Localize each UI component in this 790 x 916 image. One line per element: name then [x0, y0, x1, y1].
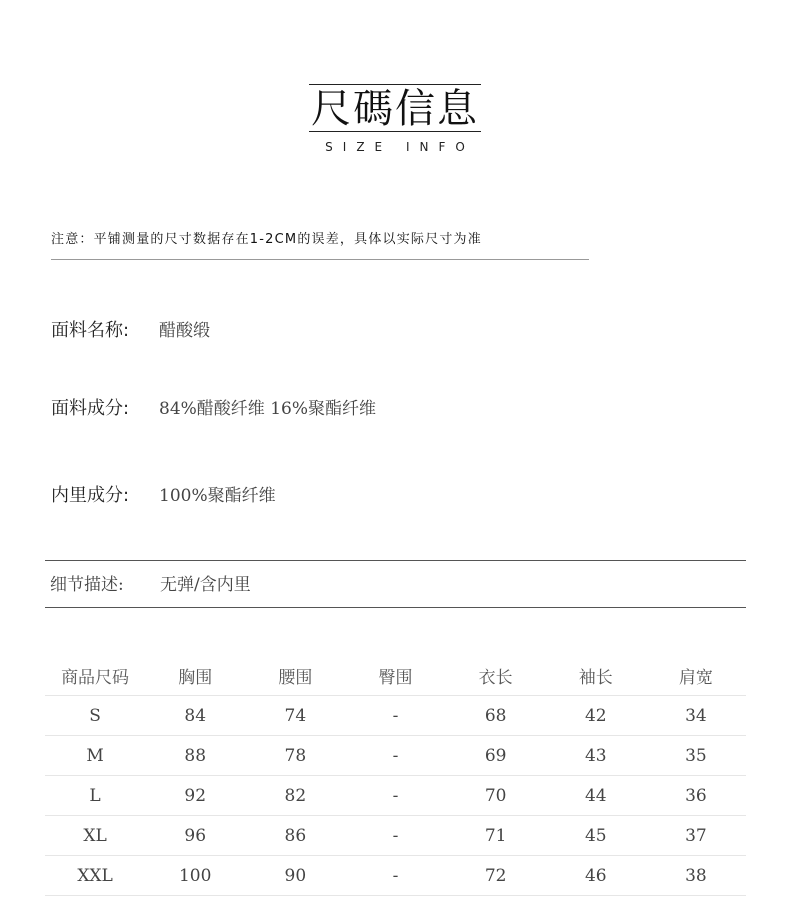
- page-title: 尺碼信息: [311, 86, 479, 132]
- header-chest: 胸围: [145, 656, 245, 696]
- cell-chest: 96: [145, 816, 245, 856]
- fabric-name-value: 醋酸缎: [159, 321, 210, 341]
- header-shoulder: 肩宽: [646, 656, 746, 696]
- cell-waist: 74: [245, 696, 345, 736]
- cell-waist: 90: [245, 856, 345, 896]
- table-row: [45, 696, 746, 736]
- cell-chest: 100: [145, 856, 245, 896]
- fabric-composition-label: 面料成分:: [51, 398, 130, 419]
- cell-hip: -: [345, 736, 445, 776]
- cell-length: 68: [446, 696, 546, 736]
- cell-length: 72: [446, 856, 546, 896]
- cell-size: XXL: [45, 856, 145, 896]
- cell-size: XL: [45, 816, 145, 856]
- cell-sleeve: 42: [546, 696, 646, 736]
- cell-chest: 88: [145, 736, 245, 776]
- lining-composition-label: 内里成分:: [51, 485, 130, 506]
- cell-sleeve: 43: [546, 736, 646, 776]
- cell-waist: 86: [245, 816, 345, 856]
- cell-length: 69: [446, 736, 546, 776]
- cell-shoulder: 38: [646, 856, 746, 896]
- cell-length: 70: [446, 776, 546, 816]
- cell-sleeve: 44: [546, 776, 646, 816]
- table-row: [45, 736, 746, 776]
- lining-composition-row: [51, 484, 276, 508]
- header-size: 商品尺码: [45, 656, 145, 696]
- page-header: [0, 84, 790, 154]
- cell-size: M: [45, 736, 145, 776]
- details-value: 无弹/含内里: [160, 575, 251, 595]
- cell-hip: -: [345, 816, 445, 856]
- cell-size: S: [45, 696, 145, 736]
- size-table-header-row: [45, 656, 746, 696]
- cell-sleeve: 45: [546, 816, 646, 856]
- cell-chest: 84: [145, 696, 245, 736]
- fabric-composition-value: 84%醋酸纤维 16%聚酯纤维: [159, 399, 376, 419]
- fabric-composition-row: [51, 397, 376, 421]
- measurement-note: 注意：平铺测量的尺寸数据存在1-2CM的误差，具体以实际尺寸为准: [51, 230, 589, 260]
- cell-hip: -: [345, 856, 445, 896]
- table-row: [45, 816, 746, 856]
- cell-shoulder: 35: [646, 736, 746, 776]
- cell-size: L: [45, 776, 145, 816]
- cell-hip: -: [345, 696, 445, 736]
- fabric-name-row: [51, 319, 210, 343]
- cell-chest: 92: [145, 776, 245, 816]
- cell-shoulder: 34: [646, 696, 746, 736]
- cell-waist: 82: [245, 776, 345, 816]
- cell-shoulder: 37: [646, 816, 746, 856]
- table-row: [45, 776, 746, 816]
- size-table: [45, 656, 746, 896]
- cell-waist: 78: [245, 736, 345, 776]
- header-hip: 臀围: [345, 656, 445, 696]
- cell-shoulder: 36: [646, 776, 746, 816]
- details-band: [45, 560, 746, 608]
- header-sleeve: 袖长: [546, 656, 646, 696]
- details-label: 细节描述:: [50, 575, 124, 595]
- cell-hip: -: [345, 776, 445, 816]
- header-length: 衣长: [446, 656, 546, 696]
- cell-sleeve: 46: [546, 856, 646, 896]
- page-subtitle: SIZE INFO: [325, 140, 475, 154]
- header-waist: 腰围: [245, 656, 345, 696]
- fabric-name-label: 面料名称:: [51, 320, 130, 341]
- cell-length: 71: [446, 816, 546, 856]
- table-row: [45, 856, 746, 896]
- lining-composition-value: 100%聚酯纤维: [159, 486, 276, 506]
